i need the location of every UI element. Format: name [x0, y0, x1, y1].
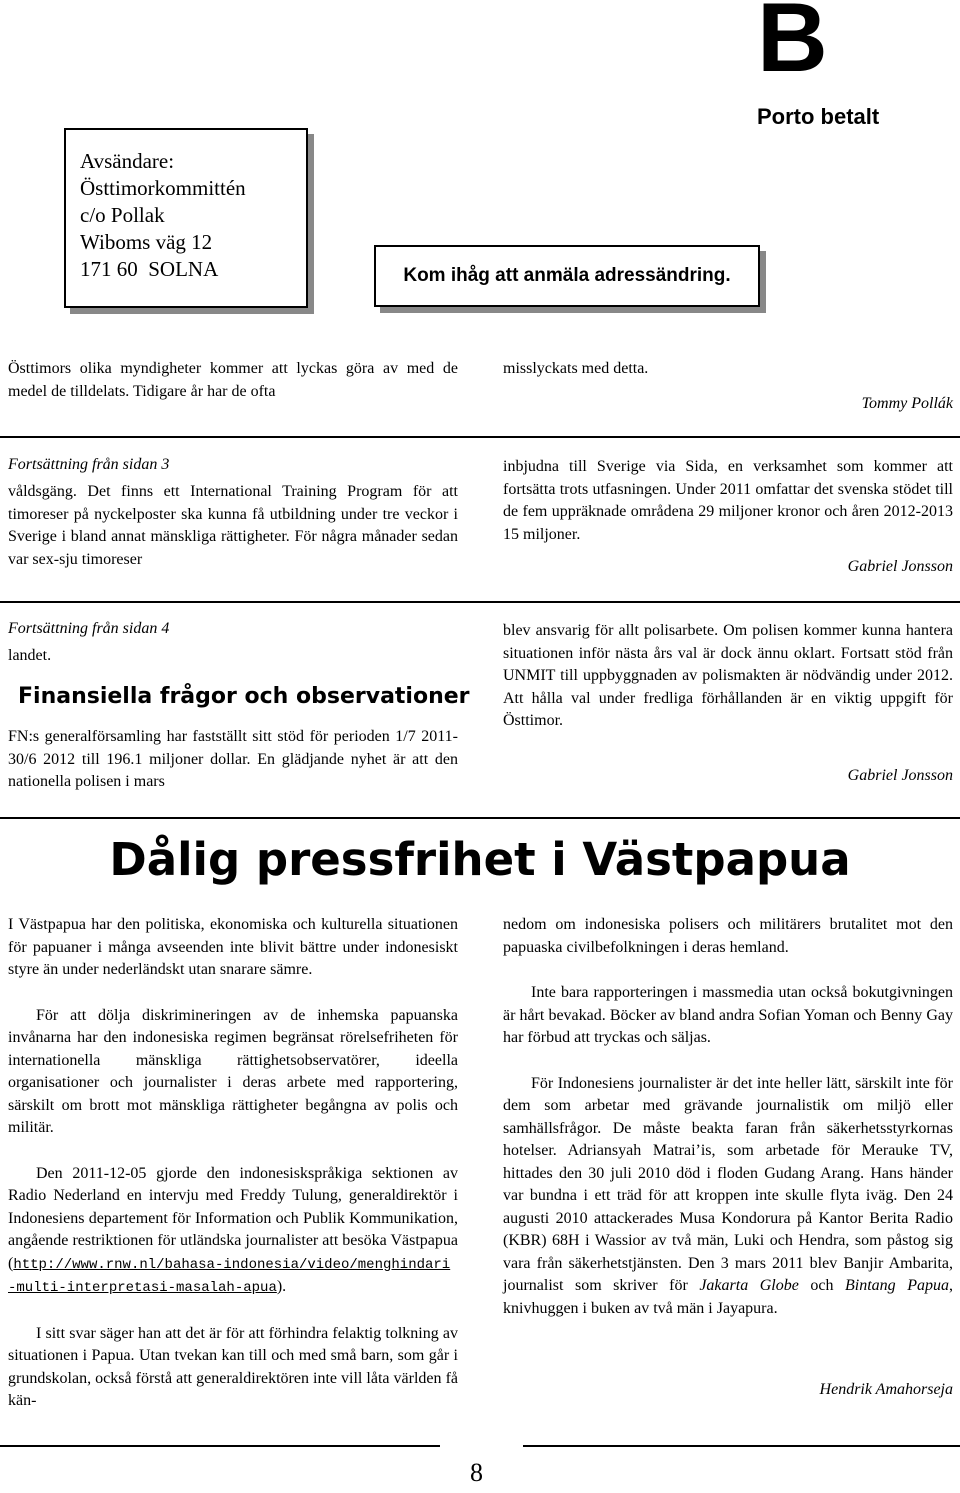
footer-rule-left: [0, 1445, 440, 1447]
divider-1: [0, 436, 960, 438]
divider-2: [0, 601, 960, 603]
article-right-p1: nedom om indonesiska polisers och militärers brutalitet mot den papuaska civilbefolkningen i deras hemland.: [503, 916, 953, 956]
article-left-column: [8, 914, 458, 1413]
radio-nederland-link[interactable]: http://www.rnw.nl/bahasa-indonesia/video/menghindari-multi-interpretasi-masalah-apua: [8, 1256, 451, 1296]
article-right-p2: Inte bara rapporteringen i massmedia utan också bokutgivningen är hårt bevakad. Böcker av bland andra Sofian Yoman och Benny Gay har förbud att tryckas och säljas.: [503, 984, 953, 1046]
article-signature: Hendrik Amahorseja: [819, 1381, 953, 1398]
article-left-p3-end: ).: [276, 1278, 287, 1295]
intro-right-column: [503, 358, 953, 381]
sender-street: Wiboms väg 12: [80, 230, 213, 254]
article-left-p4: I sitt svar säger han att det är för att förhindra felaktig tolkning av situationen i Papua. Utan tvekan kan till och med små barn, som går i grundskolan, också förstå att generaldirektören inte vill låta världen få kän-: [8, 1324, 458, 1409]
page-number: 8: [470, 1458, 483, 1487]
article-left-p3-text: Den 2011-12-05 gjorde den indonesiskspråkiga sektionen av Radio Nederland en intervju med Freddy Tulung, generaldirektör i Indonesiens departement för Information och Publik Kommunikation, angående restriktionen för utländska journalister att besöka Västpapua (: [8, 1164, 458, 1272]
finance-heading: Finansiella frågor och observationer: [18, 684, 470, 709]
sender-heading: Avsändare:: [80, 149, 175, 173]
sender-address: [80, 148, 246, 283]
article-right-p3-a: För Indonesiens journalister är det inte heller lätt, särskilt inte för dem som arbetar med grävande journalistik om miljö eller samhällsfrågor. De måste beakta faran från säkerhetsstyrkornas hotelser. Adriansyah Matrai’is, som arbetade för Merauke TV, hittades den 30 juli 2010 död i floden Gudang Arang. Hans händer var bundna i ett träd för att kroppen inte skulle flyta iväg. Den 24 augusti 2010 attackerades Musa Kondorura på Kantor Berita Radio (KBR) 68H i Wassior av två män, Luki och Hendra, som påstog sig vara från säkerhetstjänsten. Den 3 mars 2011 blev Banjir Ambarita, journalist som skriver för: [503, 1074, 953, 1294]
cont4-first-line: landet.: [8, 647, 52, 664]
divider-3: [0, 817, 960, 819]
cont3-right-column: [503, 456, 953, 546]
sender-org: Östtimorkommittén: [80, 176, 246, 200]
footer-rule-right: [523, 1445, 960, 1447]
cont4-left-column: [8, 726, 458, 794]
cont3-signature: Gabriel Jonsson: [847, 558, 953, 575]
article-right-p3: [503, 1073, 953, 1321]
intro-right-text: misslyckats med detta.: [503, 360, 649, 377]
porto-label: Porto betalt: [757, 104, 880, 129]
article-right-p3-c: , knivhuggen i buken av två män i Jayapura.: [503, 1277, 953, 1317]
sender-box: [64, 128, 308, 308]
cont3-right-text: inbjudna till Sverige via Sida, en verksamhet som kommer att fortsätta trots utfasningen. Under 2011 omfattar det svenska stödet till de fem uppräknade områdena 29 miljoner kronor och åren 2012-2013 15 miljoner.: [503, 458, 953, 543]
cont4-signature: Gabriel Jonsson: [847, 767, 953, 784]
article-title: Dålig pressfrihet i Västpapua: [109, 833, 851, 886]
reminder-text: Kom ihåg att anmäla adressändring.: [403, 265, 731, 286]
jakarta-globe: Jakarta Globe: [699, 1277, 799, 1294]
continued-from-4: Fortsättning från sidan 4: [8, 620, 170, 637]
corner-letter: B: [757, 0, 828, 92]
cont4-right-text: blev ansvarig för allt polisarbete. Om polisen kommer kunna hantera situationen inför nästa års val är dock ännu oklart. Fortsatt stöd från UNMIT till uppbyggnaden av polismakten är nödvändig under 2012. Att hålla val under fredliga förhållanden är en viktig uppgift för Östtimor.: [503, 622, 953, 729]
article-left-p2: För att dölja diskrimineringen av de inhemska papuanska invånarna har den indonesiska regimen begränsat rörelsefriheten för internationella mänskliga rättighetsobservatörer, ideella organisationer och journalister i deras arbete med rapportering, särskilt om brott mot mänskliga rättigheter begångna av polis och militär.: [8, 1006, 458, 1136]
article-left-p3: [8, 1163, 458, 1300]
continued-from-3: Fortsättning från sidan 3: [8, 456, 170, 473]
bintang-papua: Bintang Papua: [845, 1277, 949, 1294]
cont3-left-text: våldsgäng. Det finns ett International Training Program för att timoreser på nyckelposter ska kunna få utbildning under tre veckor i Sverige i bland annat mänskliga rättigheter. För några månader sedan var sex-sju timoreser: [8, 483, 458, 568]
sender-city: 171 60 SOLNA: [80, 257, 219, 281]
cont3-left-column: [8, 481, 458, 571]
sender-co: c/o Pollak: [80, 203, 165, 227]
intro-left-text: Östtimors olika myndigheter kommer att lyckas göra av med de medel de tilldelats. Tidigare år har de ofta: [8, 360, 458, 400]
article-right-column: [503, 914, 953, 1320]
article-right-p3-b: och: [798, 1277, 846, 1294]
intro-signature: Tommy Pollák: [861, 395, 953, 412]
cont4-left-text: FN:s generalförsamling har fastställt sitt stöd för perioden 1/7 2011-30/6 2012 till 196.1 miljoner dollar. En glädjande nyhet är att den nationella polisen i mars: [8, 728, 458, 790]
reminder-box: [374, 245, 760, 307]
article-left-p1: I Västpapua har den politiska, ekonomiska och kulturella situationen för papuaner i många avseenden inte blivit bättre under indonesiskt styre än under nederländskt utan snarare sämre.: [8, 916, 458, 978]
intro-left-column: [8, 358, 458, 403]
cont4-right-column: [503, 620, 953, 733]
